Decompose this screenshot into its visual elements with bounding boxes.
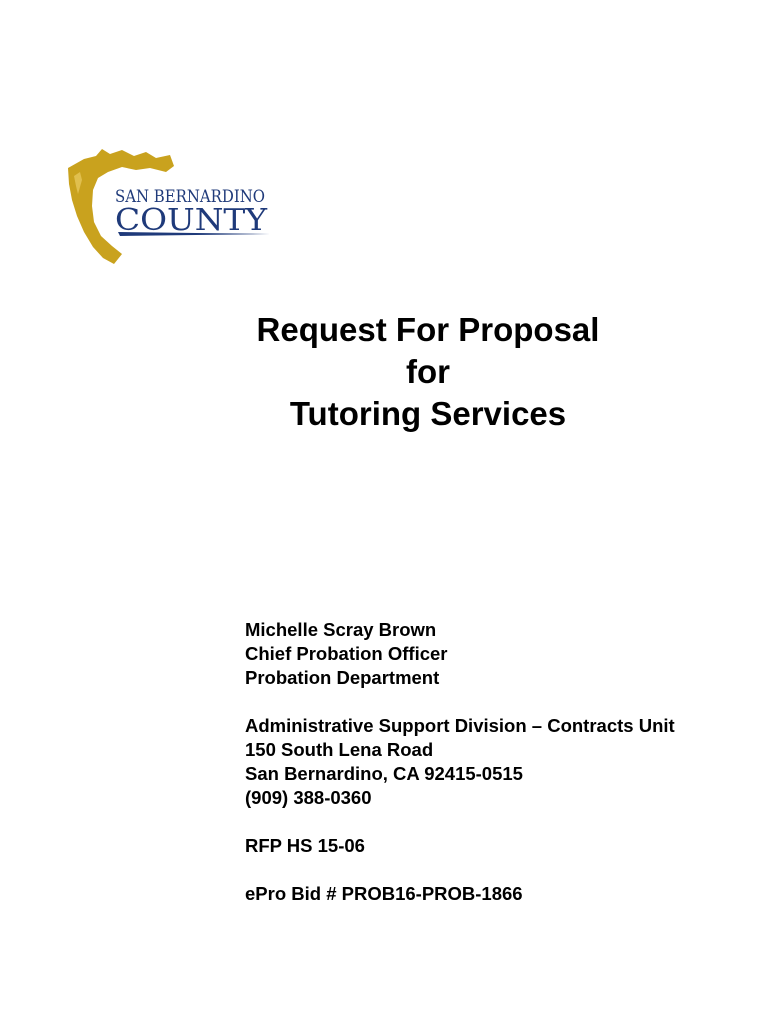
title-line-2: for [406, 353, 450, 390]
title-line-3: Tutoring Services [289, 395, 567, 432]
title-line-1: Request For Proposal [256, 311, 600, 348]
rfp-number: RFP HS 15-06 [245, 835, 365, 856]
address-street: 150 South Lena Road [245, 739, 434, 760]
contact-name: Michelle Scray Brown [245, 619, 437, 640]
contact-information [245, 618, 745, 906]
epro-bid-number: ePro Bid # PROB16-PROB-1866 [245, 883, 523, 904]
county-logo [60, 146, 275, 268]
document-title [185, 309, 671, 435]
address-city: San Bernardino, CA 92415-0515 [245, 763, 523, 784]
address-phone: (909) 388-0360 [245, 787, 372, 808]
logo-line2: COUNTY [115, 203, 269, 238]
logo-line1: SAN BERNARDINO [115, 187, 265, 206]
contact-department: Probation Department [245, 667, 440, 688]
address-division: Administrative Support Division – Contracts Unit [245, 715, 675, 736]
contact-position: Chief Probation Officer [245, 643, 448, 664]
